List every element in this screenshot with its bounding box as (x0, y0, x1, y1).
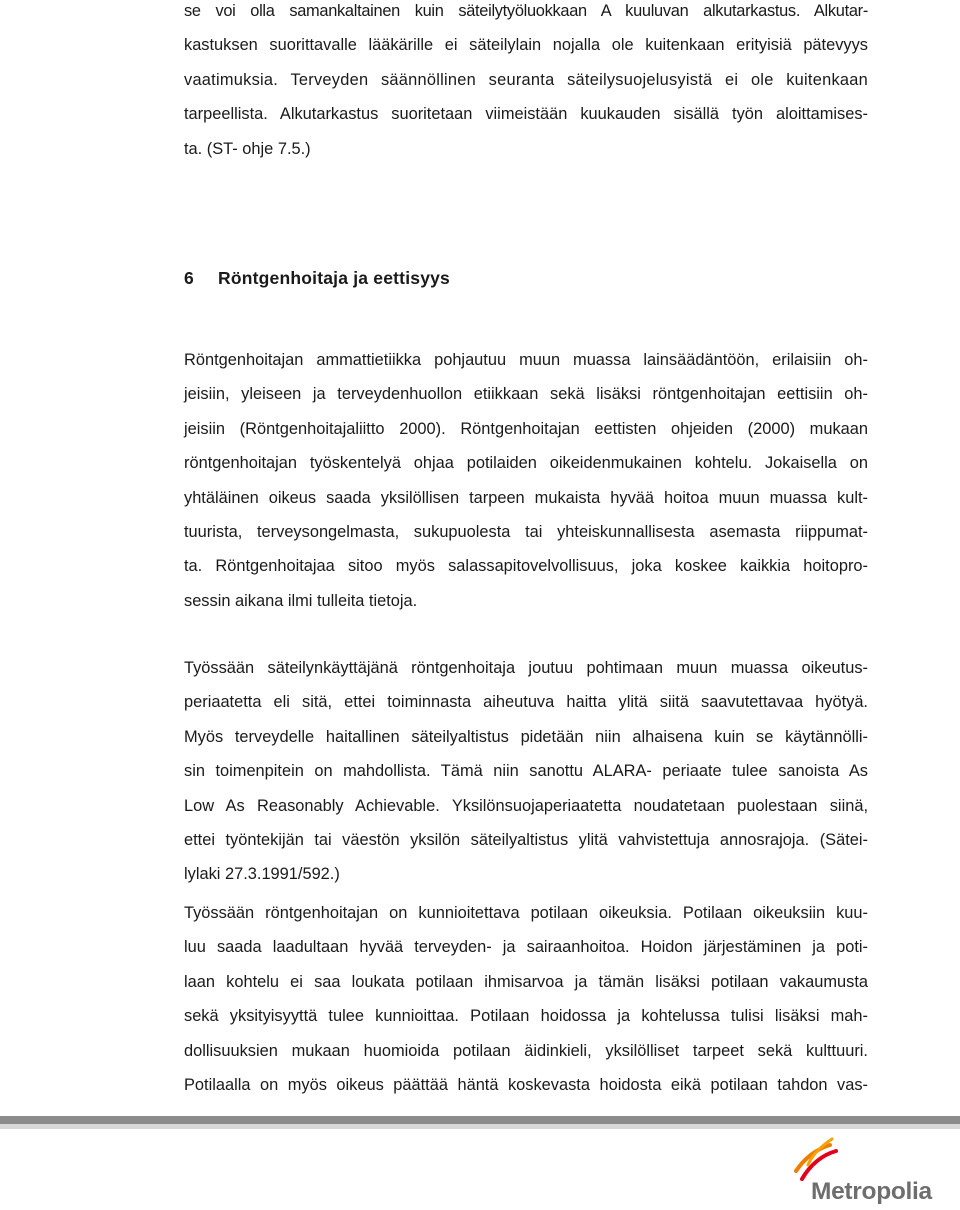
text-line: lylaki 27.3.1991/592.) (184, 865, 340, 884)
text-line: sessin aikana ilmi tulleita tietoja. (184, 591, 418, 610)
text-line: jeisiin (Röntgenhoitajaliitto 2000). Röntgenhoitajan eettisten ohjeiden (2000) mukaan (184, 419, 868, 438)
text-line: vaatimuksia. Terveyden säännöllinen seuranta säteilysuojelusyistä ei ole kuitenkaan (184, 70, 868, 89)
paragraph-radiation (184, 651, 868, 892)
section-number: 6 (184, 268, 194, 288)
text-line: Potilaalla on myös oikeus päättää häntä koskevasta hoidosta eikä potilaan tahdon vas- (184, 1075, 868, 1094)
text-line: ta. Röntgenhoitajaa sitoo myös salassapitovelvollisuus, joka koskee kaikkia hoitopro- (184, 557, 868, 576)
text-line: Myös terveydelle haitallinen säteilyaltistus pidetään niin alhaisena kuin se käytännölli- (184, 727, 868, 746)
text-line: laan kohtelu ei saa loukata potilaan ihmisarvoa ja tämän lisäksi potilaan vakaumusta (184, 972, 868, 991)
text-line: röntgenhoitajan työskentelyä ohjaa potilaiden oikeidenmukainen kohtelu. Jokaisella on (184, 454, 868, 473)
paragraph-intro (184, 0, 868, 166)
section-title: Röntgenhoitaja ja eettisyys (218, 268, 450, 288)
text-line: Low As Reasonably Achievable. Yksilönsuojaperiaatetta noudatetaan puolestaan siinä, (184, 796, 868, 815)
footer-bar (0, 1116, 960, 1124)
text-line: dollisuuksien mukaan huomioida potilaan äidinkieli, yksilölliset tarpeet sekä kulttuuri. (184, 1041, 868, 1060)
section-heading (184, 268, 450, 289)
text-line: tuurista, terveysongelmasta, sukupuolesta tai yhteiskunnallisesta asemasta riippumat- (184, 522, 868, 541)
text-line: ettei työntekijän tai väestön yksilön säteilyaltistus ylitä vahvistettuja annosrajoja. (Sätei- (184, 830, 868, 849)
text-line: sin toimenpitein on mahdollista. Tämä niin sanottu ALARA- periaate tulee sanoista As (184, 762, 868, 781)
text-line: periaatetta eli sitä, ettei toiminnasta aiheutuva haitta ylitä siitä saavutettavaa hyötyä. (184, 693, 868, 712)
text-line: se voi olla samankaltainen kuin säteilytyöluokkaan A kuuluvan alkutarkastus. Alkutar- (184, 2, 868, 20)
text-line: yhtäläinen oikeus saada yksilöllisen tarpeen mukaista hyvää hoitoa muun muassa kult- (184, 488, 868, 507)
text-line: Työssään säteilynkäyttäjänä röntgenhoitaja joutuu pohtimaan muun muassa oikeutus- (184, 659, 868, 677)
paragraph-patient-rights (184, 896, 868, 1102)
text-line: Röntgenhoitajan ammattietiikka pohjautuu muun muassa lainsäädäntöön, erilaisiin oh- (184, 351, 868, 369)
text-line: jeisiin, yleiseen ja terveydenhuollon etiikkaan sekä lisäksi röntgenhoitajan eettisiin oh- (184, 385, 868, 404)
text-line: luu saada laadultaan hyvää terveyden- ja sairaanhoitoa. Hoidon järjestäminen ja poti- (184, 938, 868, 957)
text-line: tarpeellista. Alkutarkastus suoritetaan viimeistään kuukauden sisällä työn aloittamises- (184, 105, 868, 124)
brand-name: Metropolia (811, 1178, 932, 1205)
text-line: Työssään röntgenhoitajan on kunnioitettava potilaan oikeuksia. Potilaan oikeuksiin kuu- (184, 904, 868, 922)
text-line: sekä yksityisyyttä tulee kunnioittaa. Potilaan hoidossa ja kohtelussa tulisi lisäksi mah- (184, 1007, 868, 1026)
text-line: ta. (ST- ohje 7.5.) (184, 139, 311, 158)
paragraph-ethics (184, 343, 868, 618)
footer-bar-light (0, 1124, 960, 1129)
text-line: kastuksen suorittavalle lääkärille ei säteilylain nojalla ole kuitenkaan erityisiä pätevyys (184, 36, 868, 55)
